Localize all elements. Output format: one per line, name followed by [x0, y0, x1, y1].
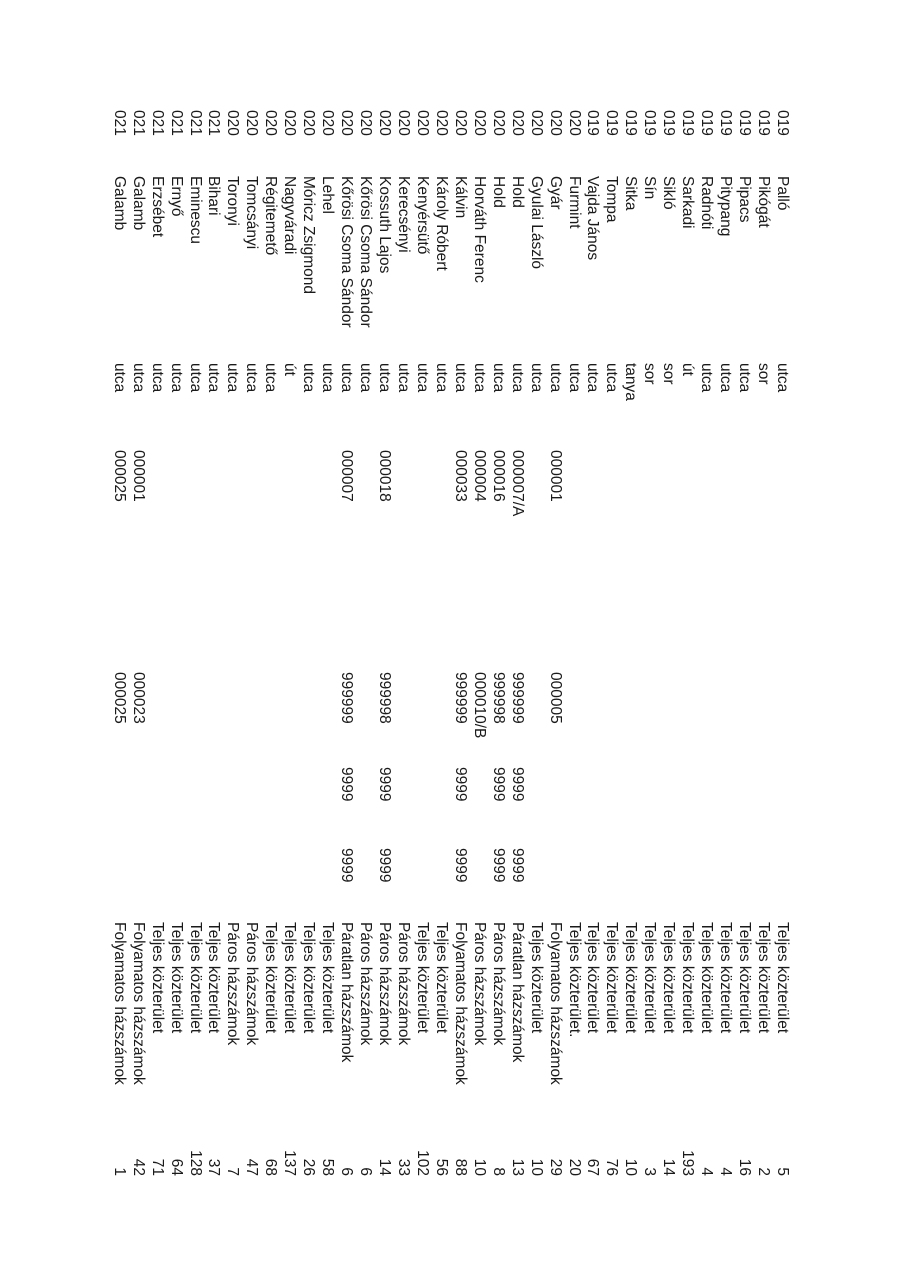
street-name: Móricz Zsigmond — [300, 176, 318, 294]
street-type: utca — [395, 363, 412, 393]
table-row — [224, 0, 243, 1280]
range-description: Teljes közterület — [167, 922, 185, 1034]
range-description: Teljes közterület — [205, 922, 223, 1034]
address-count: 128 — [186, 1150, 204, 1176]
district-code: 019 — [603, 110, 621, 136]
address-count: 137 — [281, 1150, 299, 1176]
street-name: Kossuth Lajos — [376, 176, 394, 274]
district-code: 020 — [357, 110, 375, 136]
table-row — [110, 0, 129, 1280]
district-code: 019 — [698, 110, 716, 136]
street-type: sor — [641, 363, 659, 385]
street-type: utca — [357, 363, 375, 393]
street-type: utca — [300, 363, 318, 393]
address-count: 193 — [679, 1150, 697, 1176]
street-name: Tompa — [603, 176, 621, 223]
house-number-from: 000004 — [470, 450, 488, 502]
range-description: Folyamatos házszámok — [129, 922, 147, 1085]
street-name: Pipacs — [736, 176, 754, 223]
range-description: Teljes közterület — [641, 922, 659, 1034]
table-row — [167, 0, 186, 1280]
street-type: utca — [129, 363, 147, 393]
range-description: Teljes közterület — [262, 922, 280, 1034]
house-number-from: 000033 — [451, 450, 469, 502]
street-name: Gyár — [546, 176, 564, 210]
table-row — [280, 0, 299, 1280]
range-description: Teljes közterület — [186, 922, 204, 1034]
range-description: Teljes közterület — [300, 922, 318, 1034]
table-row — [489, 0, 508, 1280]
address-count: 68 — [262, 1158, 280, 1176]
district-code: 020 — [451, 110, 469, 136]
street-name: Radnóti — [698, 176, 716, 230]
district-code: 021 — [110, 110, 128, 136]
range-description: Teljes közterület — [698, 922, 716, 1034]
address-count: 4 — [717, 1167, 735, 1176]
house-number-to: 999998 — [376, 672, 394, 724]
street-type: sor — [755, 363, 773, 385]
street-type: utca — [489, 363, 507, 393]
address-count: 1 — [110, 1167, 128, 1176]
street-type: utca — [338, 363, 356, 393]
address-count: 6 — [338, 1167, 356, 1176]
house-number-from: 000016 — [489, 450, 507, 502]
address-count: 58 — [319, 1158, 337, 1176]
range-description: Teljes közterület — [717, 922, 735, 1034]
range-description: Teljes közterület — [432, 922, 450, 1034]
range-description: Teljes közterület — [413, 922, 431, 1034]
address-count: 14 — [376, 1158, 394, 1176]
street-name: Gyulai László — [527, 176, 545, 270]
range-description: Teljes közterület — [622, 922, 640, 1034]
street-name: Pikógát — [755, 176, 773, 228]
street-name: Palló — [774, 176, 791, 211]
table-row — [697, 0, 716, 1280]
table-row — [205, 0, 224, 1280]
street-name: Sitka — [622, 176, 640, 211]
table-row — [565, 0, 584, 1280]
district-code: 020 — [376, 110, 394, 136]
address-count: 10 — [527, 1158, 545, 1176]
table-row — [470, 0, 489, 1280]
address-count: 56 — [432, 1158, 450, 1176]
table-row — [375, 0, 394, 1280]
district-code: 019 — [717, 110, 735, 136]
range-description: Teljes közterület — [319, 922, 337, 1034]
district-code: 019 — [755, 110, 773, 136]
street-type: utca — [565, 363, 583, 393]
house-number-to: 000023 — [129, 672, 147, 724]
house-number-from: 000001 — [129, 450, 147, 502]
range-description: Páros házszámok — [489, 922, 507, 1046]
range-description: Folyamatos házszámok — [546, 922, 564, 1085]
table-row — [546, 0, 565, 1280]
building-code-b: 9999 — [508, 848, 526, 883]
street-name: Nagyváradi — [281, 176, 299, 255]
street-name: Galamb — [129, 176, 147, 231]
building-code-a: 9999 — [489, 767, 507, 802]
street-name: Kenyérsütő — [413, 176, 431, 255]
range-description: Páros házszámok — [470, 922, 488, 1046]
table-row — [129, 0, 148, 1280]
house-number-to: 999999 — [508, 672, 526, 724]
street-name: Horváth Ferenc — [470, 176, 488, 283]
district-code: 019 — [774, 110, 791, 136]
street-type: utca — [603, 363, 621, 393]
district-code: 019 — [736, 110, 754, 136]
range-description: Páratlan házszámok — [338, 922, 356, 1063]
table-row — [432, 0, 451, 1280]
street-name: Toronyi — [224, 176, 242, 226]
table-row — [413, 0, 432, 1280]
range-description: Páros házszámok — [243, 922, 261, 1046]
street-type: utca — [432, 363, 450, 393]
street-name: Kőrösi Csoma Sándor — [357, 176, 375, 328]
street-type: utca — [470, 363, 488, 393]
address-count: 76 — [603, 1158, 621, 1176]
street-name: Erzsébet — [148, 176, 166, 238]
street-name: Kőrösi Csoma Sándor — [338, 176, 356, 328]
street-name: Vajda János — [584, 176, 602, 261]
address-count: 10 — [622, 1158, 640, 1176]
table-row — [659, 0, 678, 1280]
street-type: utca — [243, 363, 261, 393]
district-code: 020 — [243, 110, 261, 136]
address-count: 2 — [755, 1167, 773, 1176]
street-type: utca — [224, 363, 242, 393]
district-code: 020 — [413, 110, 431, 136]
district-code: 020 — [470, 110, 488, 136]
address-count: 102 — [413, 1150, 431, 1176]
table-row — [356, 0, 375, 1280]
street-type: utca — [205, 363, 223, 393]
district-code: 021 — [205, 110, 223, 136]
table-row — [508, 0, 527, 1280]
house-number-to: 000025 — [110, 672, 128, 724]
street-type: utca — [698, 363, 716, 393]
table-row — [584, 0, 603, 1280]
district-code: 019 — [641, 110, 659, 136]
district-code: 020 — [565, 110, 583, 136]
range-description: Folyamatos házszámok — [451, 922, 469, 1085]
district-code: 021 — [167, 110, 185, 136]
district-code: 020 — [262, 110, 280, 136]
table-row — [754, 0, 773, 1280]
table-row — [735, 0, 754, 1280]
street-type: utca — [186, 363, 204, 393]
table-row — [261, 0, 280, 1280]
address-count: 3 — [641, 1167, 659, 1176]
house-number-to: 999999 — [451, 672, 469, 724]
street-type: utca — [262, 363, 280, 393]
table-row — [394, 0, 413, 1280]
table-row — [621, 0, 640, 1280]
street-name: Eminescu — [186, 176, 204, 245]
table-row — [186, 0, 205, 1280]
range-description: Páros házszámok — [224, 922, 242, 1046]
street-name: Hold — [489, 176, 507, 208]
table-row — [318, 0, 337, 1280]
address-count: 20 — [565, 1158, 583, 1176]
table-row — [148, 0, 167, 1280]
table-row — [337, 0, 356, 1280]
table-row — [678, 0, 697, 1280]
district-code: 021 — [129, 110, 147, 136]
address-count: 67 — [584, 1158, 602, 1176]
street-name: Sikló — [660, 176, 678, 210]
address-count: 33 — [395, 1158, 412, 1176]
range-description: Teljes közterület — [774, 922, 791, 1034]
street-name: Bihari — [205, 176, 223, 216]
district-code: 020 — [546, 110, 564, 136]
range-description: Teljes közterület — [281, 922, 299, 1034]
district-code: 020 — [300, 110, 318, 136]
house-number-from: 000001 — [546, 450, 564, 502]
building-code-b: 9999 — [376, 848, 394, 883]
range-description: Teljes közterület — [584, 922, 602, 1034]
street-type: utca — [319, 363, 337, 393]
building-code-b: 9999 — [489, 848, 507, 883]
range-description: Páros házszámok — [395, 922, 412, 1046]
address-count: 6 — [357, 1167, 375, 1176]
range-description: Páratlan házszámok — [508, 922, 526, 1063]
range-description: Teljes közterület — [660, 922, 678, 1034]
district-code: 019 — [679, 110, 697, 136]
street-name: Galamb — [110, 176, 128, 231]
address-count: 5 — [774, 1167, 791, 1176]
table-row — [640, 0, 659, 1280]
street-type: utca — [148, 363, 166, 393]
street-type: utca — [167, 363, 185, 393]
district-code: 020 — [224, 110, 242, 136]
district-code: 020 — [395, 110, 412, 136]
district-code: 020 — [508, 110, 526, 136]
range-description: Teljes közterület — [527, 922, 545, 1034]
address-count: 71 — [148, 1158, 166, 1176]
district-code: 020 — [319, 110, 337, 136]
address-count: 7 — [224, 1167, 242, 1176]
house-number-from: 000025 — [110, 450, 128, 502]
street-type: utca — [413, 363, 431, 393]
street-name: Ernyő — [167, 176, 185, 217]
address-count: 4 — [698, 1167, 716, 1176]
address-count: 16 — [736, 1158, 754, 1176]
street-name: Sarkadi — [679, 176, 697, 229]
street-name: Kerecsényi — [395, 176, 412, 253]
district-code: 021 — [186, 110, 204, 136]
street-name: Pitypang — [717, 176, 735, 237]
building-code-b: 9999 — [338, 848, 356, 883]
address-count: 26 — [300, 1158, 318, 1176]
house-number-to: 999999 — [338, 672, 356, 724]
street-type: utca — [717, 363, 735, 393]
street-type: sor — [660, 363, 678, 385]
table-row — [603, 0, 622, 1280]
street-name: Lehel — [319, 176, 337, 214]
street-name: Károly Róbert — [432, 176, 450, 271]
address-count: 13 — [508, 1158, 526, 1176]
street-type: utca — [546, 363, 564, 393]
district-code: 019 — [622, 110, 640, 136]
house-number-to: 000005 — [546, 672, 564, 724]
street-type: utca — [508, 363, 526, 393]
range-description: Folyamatos házszámok — [110, 922, 128, 1085]
table-row — [242, 0, 261, 1280]
street-type: út — [679, 363, 697, 376]
street-name: Hold — [508, 176, 526, 208]
address-count: 29 — [546, 1158, 564, 1176]
street-name: Kálvin — [451, 176, 469, 219]
table-row — [716, 0, 735, 1280]
house-number-from: 000007 — [338, 450, 356, 502]
street-type: utca — [736, 363, 754, 393]
building-code-b: 9999 — [451, 848, 469, 883]
street-type: utca — [527, 363, 545, 393]
address-count: 37 — [205, 1158, 223, 1176]
address-count: 10 — [470, 1158, 488, 1176]
house-number-from: 000007/A — [508, 450, 526, 517]
table-row — [527, 0, 546, 1280]
address-count: 88 — [451, 1158, 469, 1176]
district-code: 020 — [489, 110, 507, 136]
table-row — [451, 0, 470, 1280]
street-type: út — [281, 363, 299, 376]
building-code-a: 9999 — [451, 767, 469, 802]
building-code-a: 9999 — [508, 767, 526, 802]
street-type: utca — [110, 363, 128, 393]
district-code: 021 — [148, 110, 166, 136]
street-type: utca — [774, 363, 791, 393]
address-count: 8 — [489, 1167, 507, 1176]
district-code: 019 — [584, 110, 602, 136]
street-name: Sín — [641, 176, 659, 200]
building-code-a: 9999 — [338, 767, 356, 802]
district-code: 019 — [660, 110, 678, 136]
street-name: Tomcsányi — [243, 176, 261, 250]
range-description: Teljes közterület — [679, 922, 697, 1034]
range-description: Páros házszámok — [357, 922, 375, 1046]
street-name: Régitemető — [262, 176, 280, 256]
address-count: 42 — [129, 1158, 147, 1176]
street-type: tanya — [622, 363, 640, 401]
table-row — [299, 0, 318, 1280]
house-number-from: 000018 — [376, 450, 394, 502]
house-number-to: 999998 — [489, 672, 507, 724]
street-name: Furmint — [565, 176, 583, 229]
address-count: 64 — [167, 1158, 185, 1176]
house-number-to: 000010/B — [470, 672, 488, 739]
street-type: utca — [376, 363, 394, 393]
table-row — [773, 0, 792, 1280]
range-description: Páros házszámok — [376, 922, 394, 1046]
street-type: utca — [584, 363, 602, 393]
district-code: 020 — [338, 110, 356, 136]
building-code-a: 9999 — [376, 767, 394, 802]
district-code: 020 — [432, 110, 450, 136]
range-description: Teljes közterület. — [565, 922, 583, 1038]
range-description: Teljes közterület — [148, 922, 166, 1034]
range-description: Teljes közterület — [603, 922, 621, 1034]
range-description: Teljes közterület — [736, 922, 754, 1034]
address-count: 47 — [243, 1158, 261, 1176]
range-description: Teljes közterület — [755, 922, 773, 1034]
street-type: utca — [451, 363, 469, 393]
district-code: 020 — [527, 110, 545, 136]
district-code: 020 — [281, 110, 299, 136]
address-count: 14 — [660, 1158, 678, 1176]
